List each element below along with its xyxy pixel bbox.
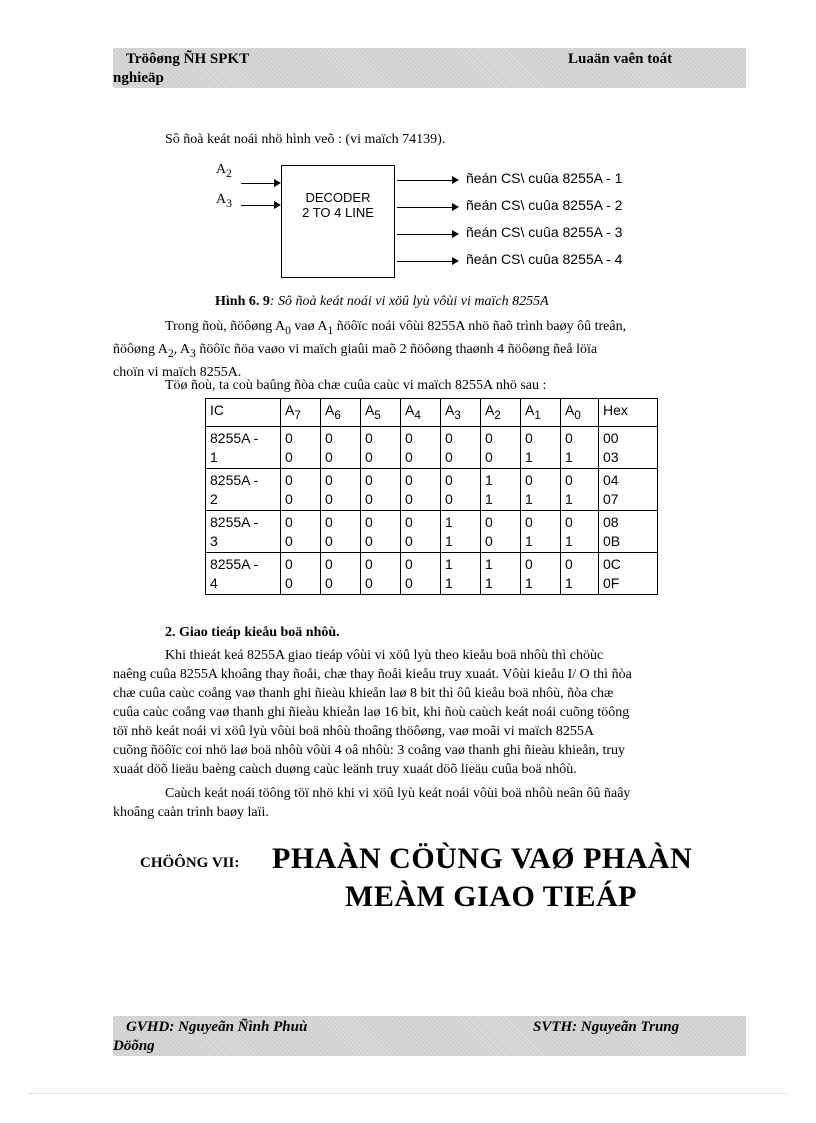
cell: 0 0	[441, 426, 481, 468]
cell: 0 0	[321, 468, 361, 510]
cell-hex: 08 0B	[599, 510, 658, 552]
para4-line: khoâng caàn trình baøy laïi.	[113, 805, 269, 820]
chapter-title-line2: MEÀM GIAO TIEÁP	[345, 880, 637, 913]
cell: 0 1	[561, 510, 599, 552]
input-label-a3: $A_3$	[216, 192, 232, 210]
paragraph-1	[113, 317, 738, 382]
cell: 0 0	[321, 552, 361, 594]
cell: 0 0	[321, 510, 361, 552]
input-label-a2: $A_2$	[216, 162, 232, 180]
chapter-title-line1: PHAÀN CÖÙNG VAØ PHAÀN	[272, 842, 693, 875]
cell: 0 1	[521, 468, 561, 510]
output-label-1: ñeán CS\ cuûa 8255A - 1	[466, 170, 623, 186]
cell-hex: 00 03	[599, 426, 658, 468]
paragraph-4	[113, 784, 738, 822]
col-header-a1: $A_1$	[521, 399, 561, 427]
col-header-a3: $A_3$	[441, 399, 481, 427]
address-table	[205, 398, 658, 595]
cell-ic: 8255A - 4	[206, 552, 281, 594]
figure-caption	[215, 294, 549, 310]
cell: 0 0	[401, 468, 441, 510]
caption-text: : Sô ñoà keát noái vi xöû lyù vôùi vi maïch 8255A	[269, 294, 549, 309]
page-bottom-divider	[28, 1093, 788, 1094]
para3-line: chæ cuûa caùc coång vaø thanh ghi ñieàu khieån laø 8 bit thì ôû kieåu boä nhôù, ñòa chæ	[113, 686, 614, 701]
footer-student: SVTH: Nguyeãn Trung	[533, 1019, 680, 1035]
cell: 1 1	[441, 510, 481, 552]
para3-line: Khi thieát keá 8255A giao tieáp vôùi vi xöû lyù theo kieåu boä nhôù thì chöùc	[165, 648, 604, 663]
para3-line: xuaát döõ lieäu baèng caùch duøng caùc leänh truy xuaát döõ lieäu cuûa boä nhôù.	[113, 762, 577, 777]
table-row	[206, 426, 658, 468]
col-header-a6: $A_6$	[321, 399, 361, 427]
cell: 0 0	[361, 468, 401, 510]
input-arrow-a3	[241, 205, 279, 206]
cell: 0 1	[521, 510, 561, 552]
cell: 0 0	[281, 468, 321, 510]
header-school: Tröôøng ÑH SPKT	[126, 51, 250, 67]
table-header-row	[206, 399, 658, 427]
cell: 0 1	[521, 426, 561, 468]
cell: 0 1	[561, 426, 599, 468]
para3-line: cuûa caùc coång vaø thanh ghi ñieàu khieån laø 16 bit, khi ñoù caùch keát noái cuõng töông	[113, 705, 630, 720]
para3-line: cuõng ñöôïc coi nhö laø boä nhôù vôùi 4 oâ nhôù: 3 coång vaø thanh ghi ñieàu khieån, truy	[113, 743, 626, 758]
cell: 0 0	[401, 510, 441, 552]
col-header-a0: $A_0$	[561, 399, 599, 427]
output-arrow-3	[397, 234, 457, 235]
cell: 1 1	[441, 552, 481, 594]
section-title: 2. Giao tieáp kieåu boä nhôù.	[165, 625, 340, 640]
col-header-ic: IC	[206, 399, 281, 427]
cell: 0 1	[561, 552, 599, 594]
caption-label: Hình 6. 9	[215, 294, 270, 309]
output-arrow-4	[397, 261, 457, 262]
col-header-hex: Hex	[599, 399, 658, 427]
para4-line: Caùch keát noái töông töï nhö khi vi xöû lyù keát noái vôùi boä nhôù neân ôû ñaây	[165, 786, 631, 801]
header-thesis-cont: nghieäp	[113, 70, 164, 86]
output-arrow-1	[397, 180, 457, 181]
cell-ic: 8255A - 1	[206, 426, 281, 468]
output-arrow-2	[397, 207, 457, 208]
table-row	[206, 552, 658, 594]
col-header-a7: $A_7$	[281, 399, 321, 427]
cell: 0 0	[361, 510, 401, 552]
footer-advisor-cont: Döõng	[113, 1038, 155, 1054]
cell: 0 1	[561, 468, 599, 510]
cell: 0 0	[401, 552, 441, 594]
para1-line: ñöôøng $A_2$, $A_3$ ñöôïc ñöa vaøo vi maïch giaûi maõ 2 ñöôøng thaønh 4 ñöôøng ñeå löïa	[113, 341, 598, 360]
cell-hex: 04 07	[599, 468, 658, 510]
paragraph-2: Töø ñoù, ta coù baûng ñòa chæ cuûa caùc vi maïch 8255A nhö sau :	[165, 378, 547, 393]
cell: 0 0	[321, 426, 361, 468]
decoder-line2: 2 TO 4 LINE	[302, 205, 374, 220]
footer-advisor: GVHD: Nguyeãn Ñình Phuù	[126, 1019, 308, 1035]
input-arrow-a2	[241, 183, 279, 184]
cell-ic: 8255A - 2	[206, 468, 281, 510]
paragraph-3	[113, 646, 738, 779]
cell: 0 0	[281, 426, 321, 468]
table-row	[206, 510, 658, 552]
page-header	[113, 48, 746, 88]
cell-hex: 0C 0F	[599, 552, 658, 594]
para3-line: töï nhö keát noái vi xöû lyù vôùi boä nhôù thoâng thöôøng, vaø moãi vi maïch 8255A	[113, 724, 594, 739]
chapter-label: CHÖÔNG VII:	[140, 855, 240, 871]
intro-text: Sô ñoà keát noái nhö hình veõ : (vi maïch 74139).	[165, 132, 446, 147]
cell: 0 0	[361, 552, 401, 594]
para1-line: Trong ñoù, ñöôøng $A_0$ vaø $A_1$ ñöôïc noái vôùi 8255A nhö ñaõ trình baøy ôû treân,	[165, 319, 627, 337]
cell: 0 0	[281, 510, 321, 552]
col-header-a2: $A_2$	[481, 399, 521, 427]
table-row	[206, 468, 658, 510]
cell: 0 1	[521, 552, 561, 594]
para3-line: naêng cuûa 8255A khoâng thay ñoåi, chæ thay ñoåi kieåu truy xuaát. Vôùi kieåu I/ O thì ñòa	[113, 667, 632, 682]
cell-ic: 8255A - 3	[206, 510, 281, 552]
cell: 0 0	[441, 468, 481, 510]
cell: 1 1	[481, 468, 521, 510]
decoder-box	[281, 165, 395, 278]
cell: 0 0	[361, 426, 401, 468]
cell: 0 0	[281, 552, 321, 594]
output-label-3: ñeán CS\ cuûa 8255A - 3	[466, 224, 623, 240]
cell: 1 1	[481, 552, 521, 594]
col-header-a5: $A_5$	[361, 399, 401, 427]
page-footer	[113, 1016, 746, 1056]
output-label-2: ñeán CS\ cuûa 8255A - 2	[466, 197, 623, 213]
col-header-a4: $A_4$	[401, 399, 441, 427]
output-label-4: ñeán CS\ cuûa 8255A - 4	[466, 251, 623, 267]
cell: 0 0	[401, 426, 441, 468]
header-thesis: Luaän vaên toát	[568, 51, 673, 67]
cell: 0 0	[481, 510, 521, 552]
para1-line: choïn vi maïch 8255A.	[113, 364, 242, 380]
decoder-line1: DECODER	[305, 190, 371, 205]
cell: 0 0	[481, 426, 521, 468]
